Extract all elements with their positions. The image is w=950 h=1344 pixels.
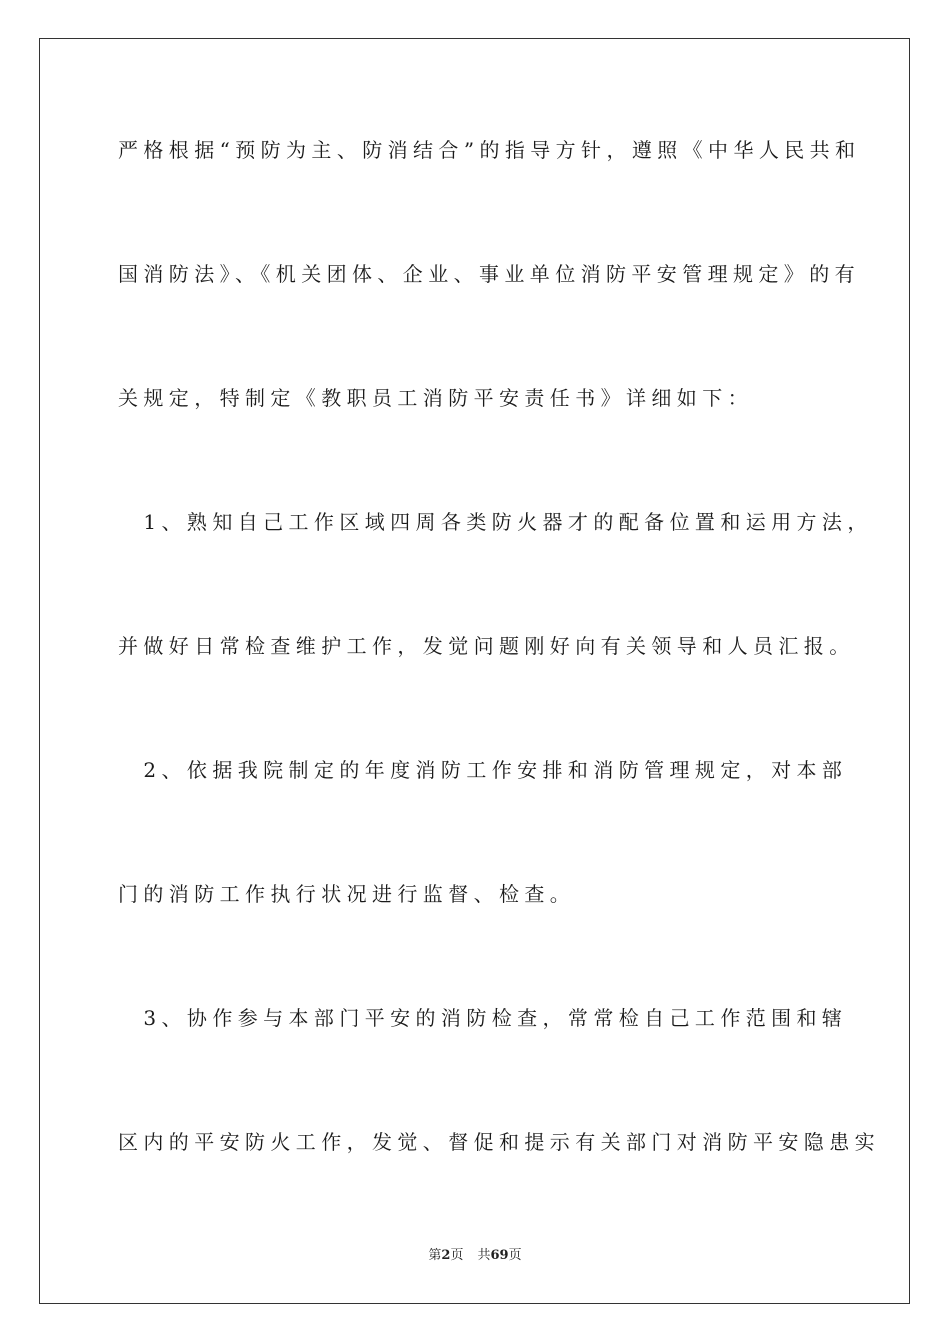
text-line-8: 3、协作参与本部门平安的消防检查，常常检自己工作范围和辖 (118, 1006, 848, 1030)
page-number: 2 (441, 1248, 451, 1263)
text-line-9: 区内的平安防火工作，发觉、督促和提示有关部门对消防平安隐患实 (118, 1130, 880, 1154)
text-line-5: 并做好日常检查维护工作，发觉问题刚好向有关领导和人员汇报。 (118, 634, 855, 658)
text-line-6: 2、依据我院制定的年度消防工作安排和消防管理规定，对本部 (118, 758, 848, 782)
text-line-3: 关规定，特制定《教职员工消防平安责任书》详细如下： (118, 386, 753, 410)
total-suffix: 页 (508, 1248, 522, 1263)
page-suffix: 页 (450, 1248, 464, 1263)
page-prefix: 第 (428, 1248, 442, 1263)
text-line-2: 国消防法》、《机关团体、企业、事业单位消防平安管理规定》的有 (118, 262, 860, 286)
text-line-1: 严格根据“预防为主、防消结合”的指导方针，遵照《中华人民共和 (118, 138, 861, 162)
page-border (39, 38, 910, 1304)
text-line-4: 1、熟知自己工作区域四周各类防火器才的配备位置和运用方法， (118, 510, 873, 534)
page-footer (0, 1247, 950, 1265)
total-prefix: 共 (477, 1248, 491, 1263)
total-pages: 69 (490, 1248, 509, 1263)
text-line-7: 门的消防工作执行状况进行监督、检查。 (118, 882, 576, 906)
